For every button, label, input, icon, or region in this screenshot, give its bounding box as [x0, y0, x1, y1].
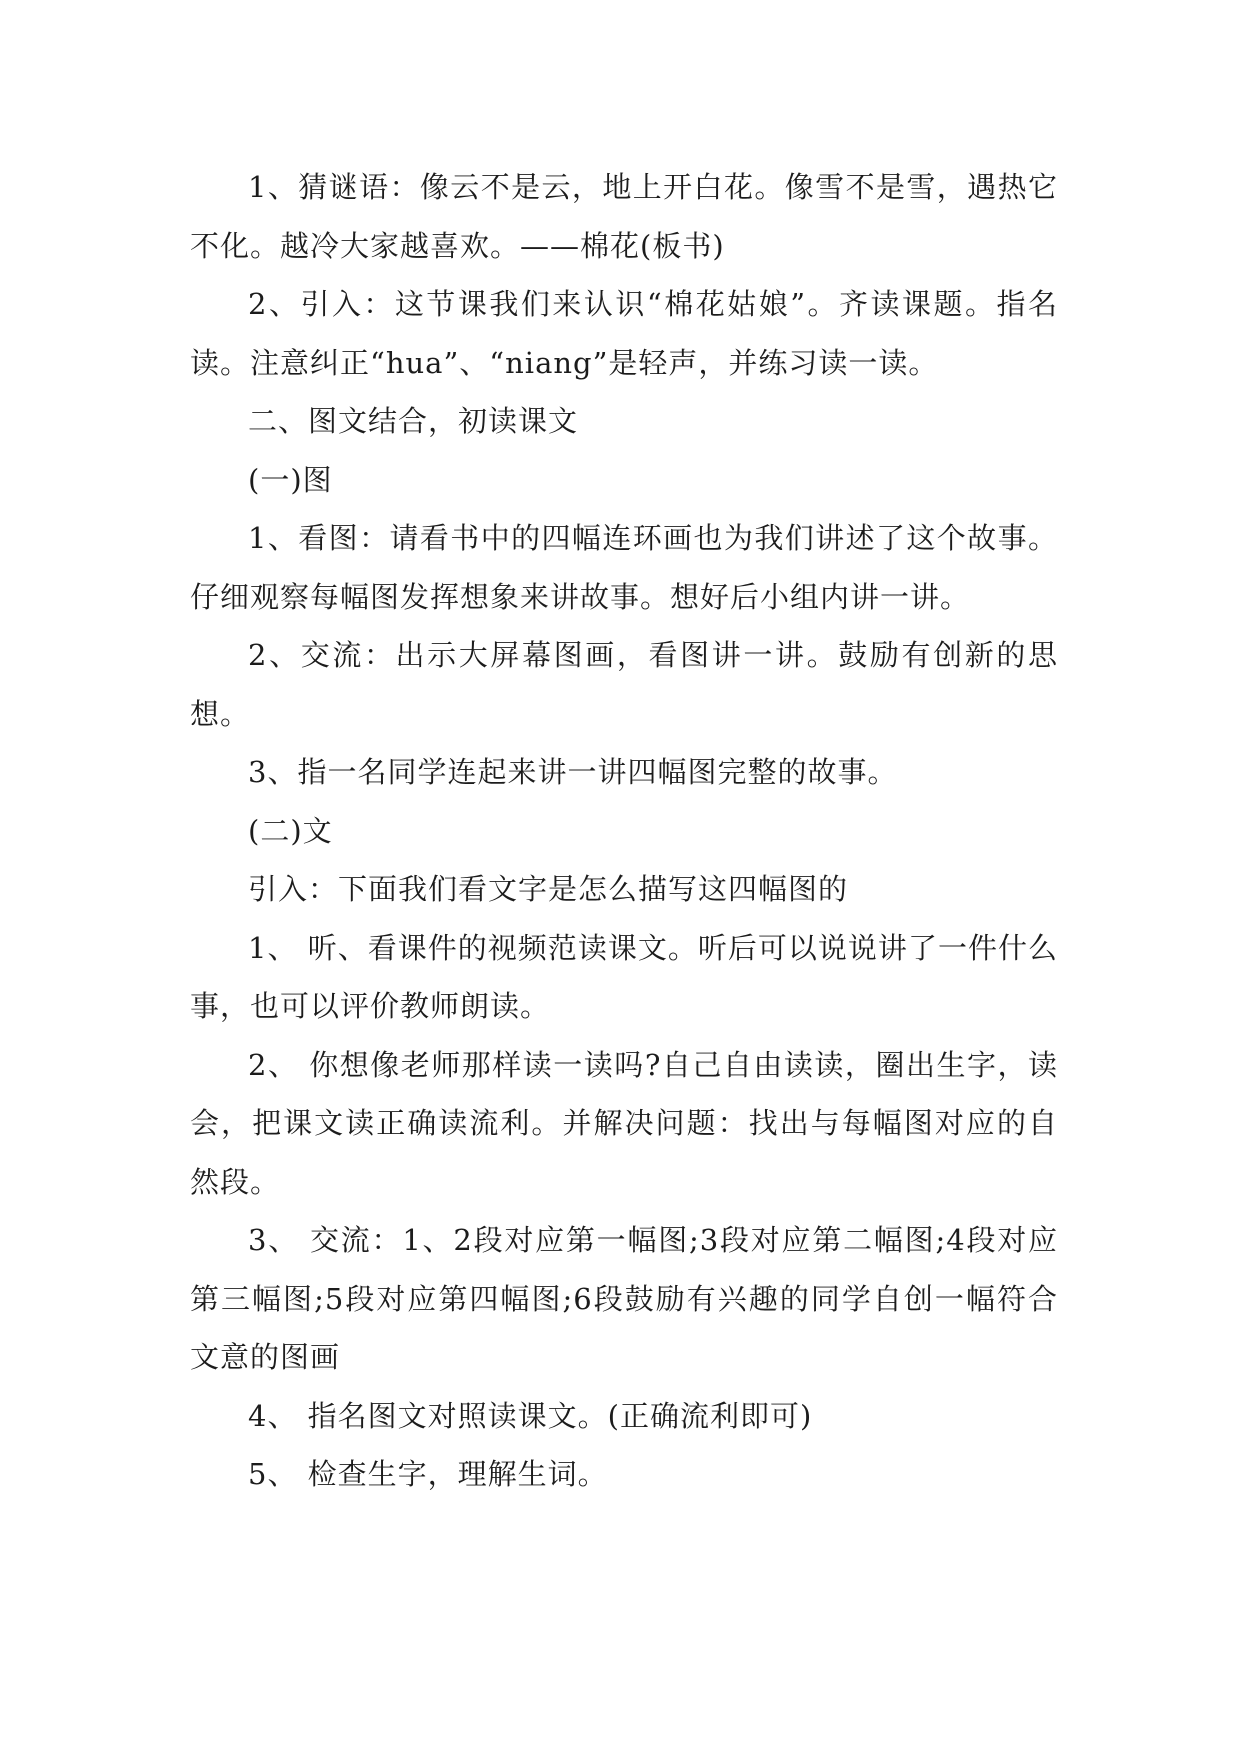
section-heading: 二、图文结合，初读课文 — [248, 404, 579, 438]
document-body — [190, 158, 1058, 1504]
paragraph-tell-story: 3、指一名同学连起来讲一讲四幅图完整的故事。 — [248, 755, 898, 789]
paragraph-read-aloud: 4、 指名图文对照读课文。(正确流利即可) — [248, 1398, 813, 1433]
paragraph-match-paragraphs: 3、 交流：1、2段对应第一幅图;3段对应第二幅图;4段对应第三幅图;5段对应第四幅图;6段鼓励有兴趣的同学自创一幅符合文意的图画 — [190, 1223, 1058, 1374]
paragraph-check-words: 5、 检查生字，理解生词。 — [248, 1457, 608, 1491]
subsection-heading-text: (二)文 — [248, 813, 333, 848]
subsection-heading-picture: (一)图 — [248, 462, 333, 497]
paragraph-read-yourself: 2、 你想像老师那样读一读吗?自己自由读读，圈出生字，读会，把课文读正确读流利。并解决问题：找出与每幅图对应的自然段。 — [190, 1047, 1058, 1199]
paragraph-riddle: 1、猜谜语：像云不是云，地上开白花。像雪不是雪，遇热它不化。越冷大家越喜欢。——棉花(板书) — [190, 170, 1058, 263]
paragraph-listen: 1、 听、看课件的视频范读课文。听后可以说说讲了一件什么事，也可以评价教师朗读。 — [190, 930, 1058, 1023]
paragraph-look-at-pictures: 1、看图：请看书中的四幅连环画也为我们讲述了这个故事。仔细观察每幅图发挥想象来讲故事。想好后小组内讲一讲。 — [190, 521, 1058, 614]
paragraph-introduction: 2、引入：这节课我们来认识“棉花姑娘”。齐读课题。指名读。注意纠正“hua”、“niang”是轻声，并练习读一读。 — [190, 287, 1058, 380]
paragraph-text-intro: 引入：下面我们看文字是怎么描写这四幅图的 — [248, 872, 849, 906]
paragraph-exchange: 2、交流：出示大屏幕图画，看图讲一讲。鼓励有创新的思想。 — [190, 638, 1058, 731]
